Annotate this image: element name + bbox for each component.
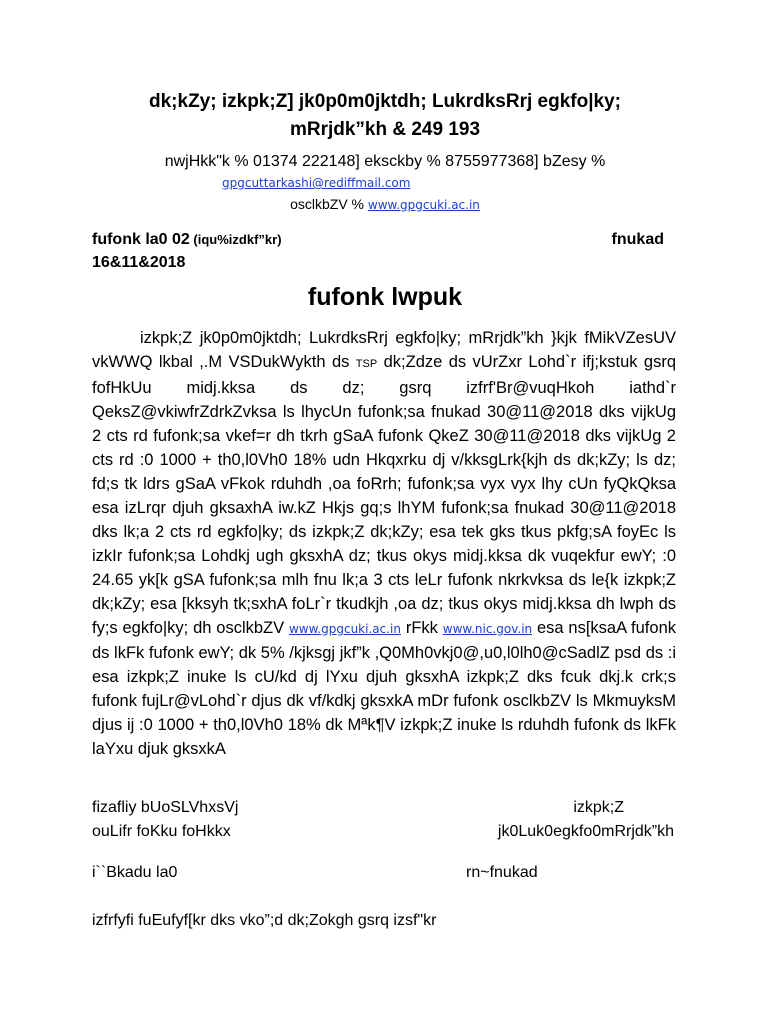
website-label: osclkbZV % bbox=[290, 196, 368, 212]
notice-heading: fufonk lwpuk bbox=[307, 283, 463, 311]
body-website-link[interactable]: www.gpgcuki.ac.in bbox=[288, 622, 401, 636]
signature-left-line1: fizafliy bUoSLVhxsVj bbox=[92, 799, 239, 816]
body-nic-link[interactable]: www.nic.gov.in bbox=[442, 622, 533, 636]
office-title bbox=[60, 88, 710, 144]
endorsement-number: i``Bkadu la0 bbox=[92, 864, 178, 881]
email-link[interactable]: gpgcuttarkashi@rediffmail.com bbox=[222, 176, 411, 190]
notice-number-sub: (iqu%izdkf”kr) bbox=[189, 232, 282, 247]
office-title-line2: mRrjdk”kh & 249 193 bbox=[289, 119, 481, 140]
signature-right-line1: izkpk;Z bbox=[573, 799, 624, 816]
website-line bbox=[60, 196, 710, 212]
notice-body bbox=[92, 326, 676, 761]
body-part-1: izkpk;Z jk0p0m0jktdh; LukrdksRrj egkfo|ky; mRrjdk”kh }kjk fMikVZesUV vkWWQ lkbal ,.M VSDukWykth ds bbox=[92, 329, 676, 371]
date-label: fnukad bbox=[611, 231, 664, 248]
notice-date: 16&11&2018 bbox=[92, 254, 186, 271]
body-part-2: dk;Zdze ds vUrZxr Lohd`r ifj;kstuk gsrq fofHkUu midj.kksa ds dz; gsrq izfrf'Br@vuqHkoh iathd`r QeksZ@vkiwfrZdrkZvksa ls lhycUn fufonk;sa fnukad 30@11@2018 dks vijkUg 2 cts rd fufonk;sa vkef=r dh tkrh gSaA fufonk QkeZ 30@11@2018 dks vijkUg 2 cts rd :0 1000 + th0,l0Vh0 18% udn Hkqxrku dj v/kksgLrk{kjh ds dk;kZy; ls dz; fd;s tk ldrs gSaA vFkok rduhdh ,oa foRrh; fufonk;sa vyx vyx lhy cUn fyQkQksa esa izLrqr djuh gksaxhA iw.kZ Hkjs gq;s lhYM fufonk;sa fnukad 30@11@2018 dks lk;a 2 cts rd egkfo|ky; ds izkpk;Z dk;kZy; esa tek gks tkus pkfg;sA foyEc ls izkIr fufonk;sa Lohdkj ugh gksxhA dz; tkus okys midj.kksa dk vuqekfur ewY; :0 24.65 yk[k gSA fufonk;sa mlh fnu lk;a 3 cts leLr fufonk nkrkvksa ds le{k izkpk;Z dk;kZy; esa [kksyh tk;sxhA foLr`r tkudkjh ,oa dz; tkus okys midj.kksa dh lwph ds fy;s egkfo|ky; dh osclkbZV bbox=[92, 353, 676, 637]
body-part-3: rFkk bbox=[400, 619, 443, 637]
contact-line: nwjHkk"k % 01374 222148] eksckby % 8755977368] bZesy % bbox=[164, 153, 606, 170]
signature-left-line2: ouLifr foKku foHkkx bbox=[92, 823, 231, 840]
website-link[interactable]: www.gpgcuki.ac.in bbox=[367, 198, 480, 212]
signature-left bbox=[92, 796, 238, 844]
copy-forwarded-line: izfrfyfi fuEufyf[kr dks vko”;d dk;Zokgh gsrq izsf"kr bbox=[92, 912, 437, 929]
body-part-4: esa ns[ksaA fufonk ds lkFk fufonk ewY; dk 5% /kjksgj jkf”k ,Q0Mh0vkj0@,u0,l0lh0@cSadlZ psd ds :i esa izkpk;Z inuke ls cU/kd dj lYxu djuh gksxhA izkpk;Z dks fcuk dkj.k crk;s fufonk fujLr@vLohd`r djus dk vf/kdkj gksxkA mDr fufonk osclkbZV ls MkmuyksM djus ij :0 1000 + th0,l0Vh0 18% dk Mªk¶V izkpk;Z inuke ls rduhdh fufonk ds lkFk laYxu djuk gksxkA bbox=[92, 619, 676, 758]
reference-row bbox=[92, 228, 664, 252]
endorsement-date: rn~fnukad bbox=[466, 864, 538, 881]
office-title-line1: dk;kZy; izkpk;Z] jk0p0m0jktdh; LukrdksRrj egkfo|ky; bbox=[149, 91, 621, 112]
body-tsp: TSP bbox=[355, 358, 378, 370]
signature-right bbox=[498, 796, 674, 844]
notice-number: fufonk la0 02 bbox=[92, 231, 190, 248]
signature-right-line2: jk0Luk0egkfo0mRrjdk”kh bbox=[497, 823, 674, 840]
